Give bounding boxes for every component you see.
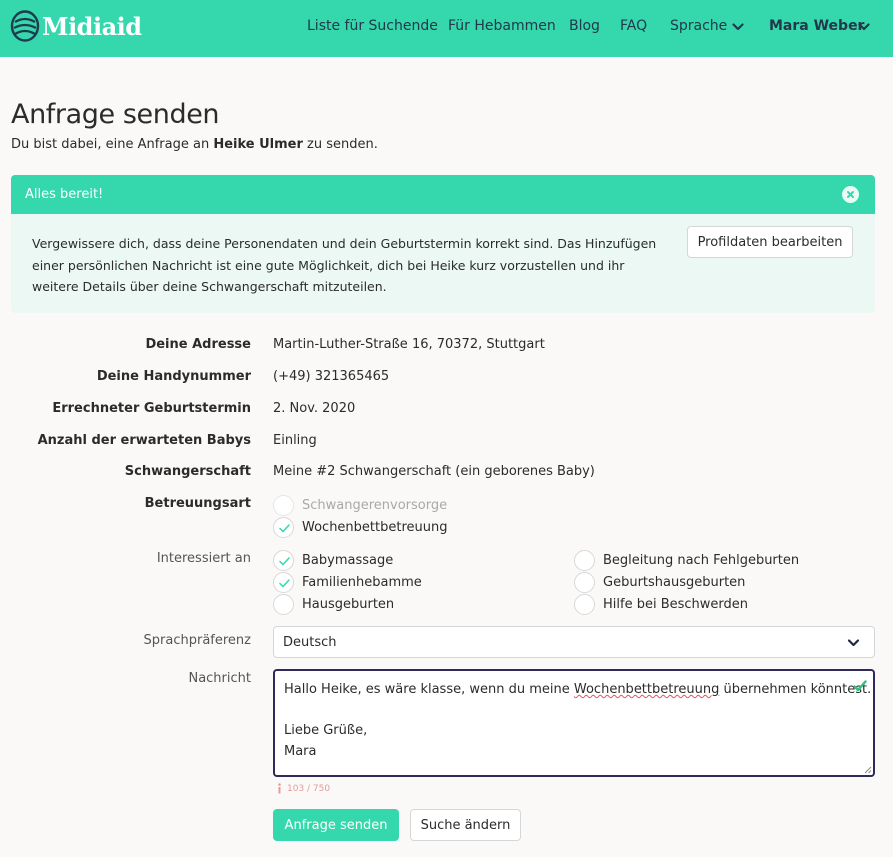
- option-label: Schwangerenvorsorge: [302, 497, 448, 513]
- message-line-3: Mara: [284, 744, 317, 759]
- top-navbar: [0, 0, 893, 57]
- language-pref-select[interactable]: [273, 626, 875, 658]
- due-date-value: 2. Nov. 2020: [273, 401, 356, 416]
- info-icon: [277, 783, 282, 794]
- phone-label: Deine Handynummer: [96, 369, 251, 384]
- checkbox[interactable]: [574, 550, 595, 571]
- interest-option-complaints-help[interactable]: [574, 593, 748, 615]
- close-icon: [842, 186, 859, 203]
- checkmark-icon: [279, 557, 290, 566]
- nav-link-for-midwives[interactable]: Für Hebammen: [448, 18, 556, 34]
- option-label: Wochenbettbetreuung: [302, 519, 448, 535]
- message-text: übernehmen könntest.: [719, 682, 872, 697]
- checkmark-icon: [279, 524, 290, 533]
- alert-close-button[interactable]: [842, 186, 859, 203]
- page-subtitle: [11, 137, 378, 152]
- phone-value: (+49) 321365465: [273, 369, 390, 384]
- brand-logo[interactable]: [10, 10, 142, 42]
- address-value: Martin-Luther-Straße 16, 70372, Stuttgart: [273, 337, 545, 352]
- message-text: Hallo Heike, es wäre klasse, wenn du meine: [284, 682, 574, 697]
- checkbox[interactable]: [273, 495, 294, 516]
- chevron-down-icon[interactable]: [732, 22, 744, 32]
- checkbox[interactable]: [273, 594, 294, 615]
- character-count: 103 / 750: [287, 783, 331, 794]
- chevron-down-icon[interactable]: [858, 22, 870, 32]
- care-type-option-postnatal[interactable]: [273, 516, 448, 538]
- care-type-option-prenatal[interactable]: [273, 494, 447, 516]
- checkbox[interactable]: [273, 550, 294, 571]
- language-pref-label: Sprachpräferenz: [143, 633, 251, 648]
- interest-option-home-births[interactable]: [273, 593, 394, 615]
- chevron-down-icon: [847, 638, 860, 648]
- send-request-button[interactable]: Anfrage senden: [273, 809, 399, 841]
- swaddled-baby-logo-icon: [10, 10, 40, 42]
- checkmark-icon: [279, 579, 290, 588]
- recipient-name: Heike Ulmer: [213, 137, 303, 152]
- interest-option-birth-center[interactable]: [574, 571, 745, 593]
- interest-option-family-midwife[interactable]: [273, 571, 422, 593]
- nav-link-faq[interactable]: FAQ: [620, 18, 648, 34]
- alert-message: Vergewissere dich, dass deine Personendaten und dein Geburtstermin korrekt sind. Das Hinzufügen einer persönlichen Nachricht ist eine gute Möglichkeit, dich bei Heike kurz vorzustellen und ihr weitere Details über deine Schwangerschaft mitzuteilen.: [32, 236, 657, 294]
- pregnancy-label: Schwangerschaft: [124, 464, 251, 479]
- option-label: Familienhebamme: [302, 574, 422, 590]
- brand-name: Midiaid: [42, 11, 142, 41]
- option-label: Babymassage: [302, 552, 394, 568]
- alert-title: Alles bereit!: [25, 187, 104, 202]
- option-label: Geburtshausgeburten: [603, 574, 746, 590]
- pregnancy-value: Meine #2 Schwangerschaft (ein geborenes Baby): [273, 464, 595, 479]
- character-counter: [277, 783, 330, 794]
- language-menu[interactable]: Sprache: [670, 18, 728, 34]
- due-date-label: Errechneter Geburtstermin: [52, 401, 251, 416]
- subtitle-text: Du bist dabei, eine Anfrage an: [11, 137, 214, 152]
- babies-count-label: Anzahl der erwarteten Babys: [37, 433, 251, 448]
- message-line-2: Liebe Grüße,: [284, 723, 368, 738]
- valid-check-icon: [853, 680, 867, 692]
- message-textarea[interactable]: [273, 669, 875, 777]
- message-label: Nachricht: [188, 671, 251, 686]
- resize-handle-icon[interactable]: [864, 766, 872, 774]
- nav-link-seekers-list[interactable]: Liste für Suchende: [307, 18, 438, 34]
- nav-link-blog[interactable]: Blog: [569, 18, 600, 34]
- user-menu[interactable]: Mara Weber: [769, 18, 865, 34]
- checkbox[interactable]: [574, 594, 595, 615]
- option-label: Hausgeburten: [302, 596, 395, 612]
- language-pref-value: Deutsch: [283, 635, 337, 650]
- interests-label: Interessiert an: [156, 551, 251, 566]
- care-type-label: Betreuungsart: [144, 496, 251, 511]
- checkbox[interactable]: [273, 572, 294, 593]
- option-label: Hilfe bei Beschwerden: [603, 596, 749, 612]
- babies-count-value: Einling: [273, 433, 317, 448]
- message-line-1: [284, 682, 871, 697]
- misspelled-word: Wochenbettbetreuung: [573, 682, 720, 697]
- change-search-button[interactable]: Suche ändern: [410, 809, 521, 841]
- interest-option-miscarriage-support[interactable]: [574, 549, 799, 571]
- alert-header: [11, 175, 875, 214]
- subtitle-text-end: zu senden.: [302, 137, 378, 152]
- edit-profile-button[interactable]: Profildaten bearbeiten: [687, 226, 853, 258]
- option-label: Begleitung nach Fehlgeburten: [603, 552, 800, 568]
- checkbox[interactable]: [273, 517, 294, 538]
- page-title: Anfrage senden: [11, 99, 220, 130]
- checkbox[interactable]: [574, 572, 595, 593]
- interest-option-baby-massage[interactable]: [273, 549, 393, 571]
- address-label: Deine Adresse: [145, 337, 251, 352]
